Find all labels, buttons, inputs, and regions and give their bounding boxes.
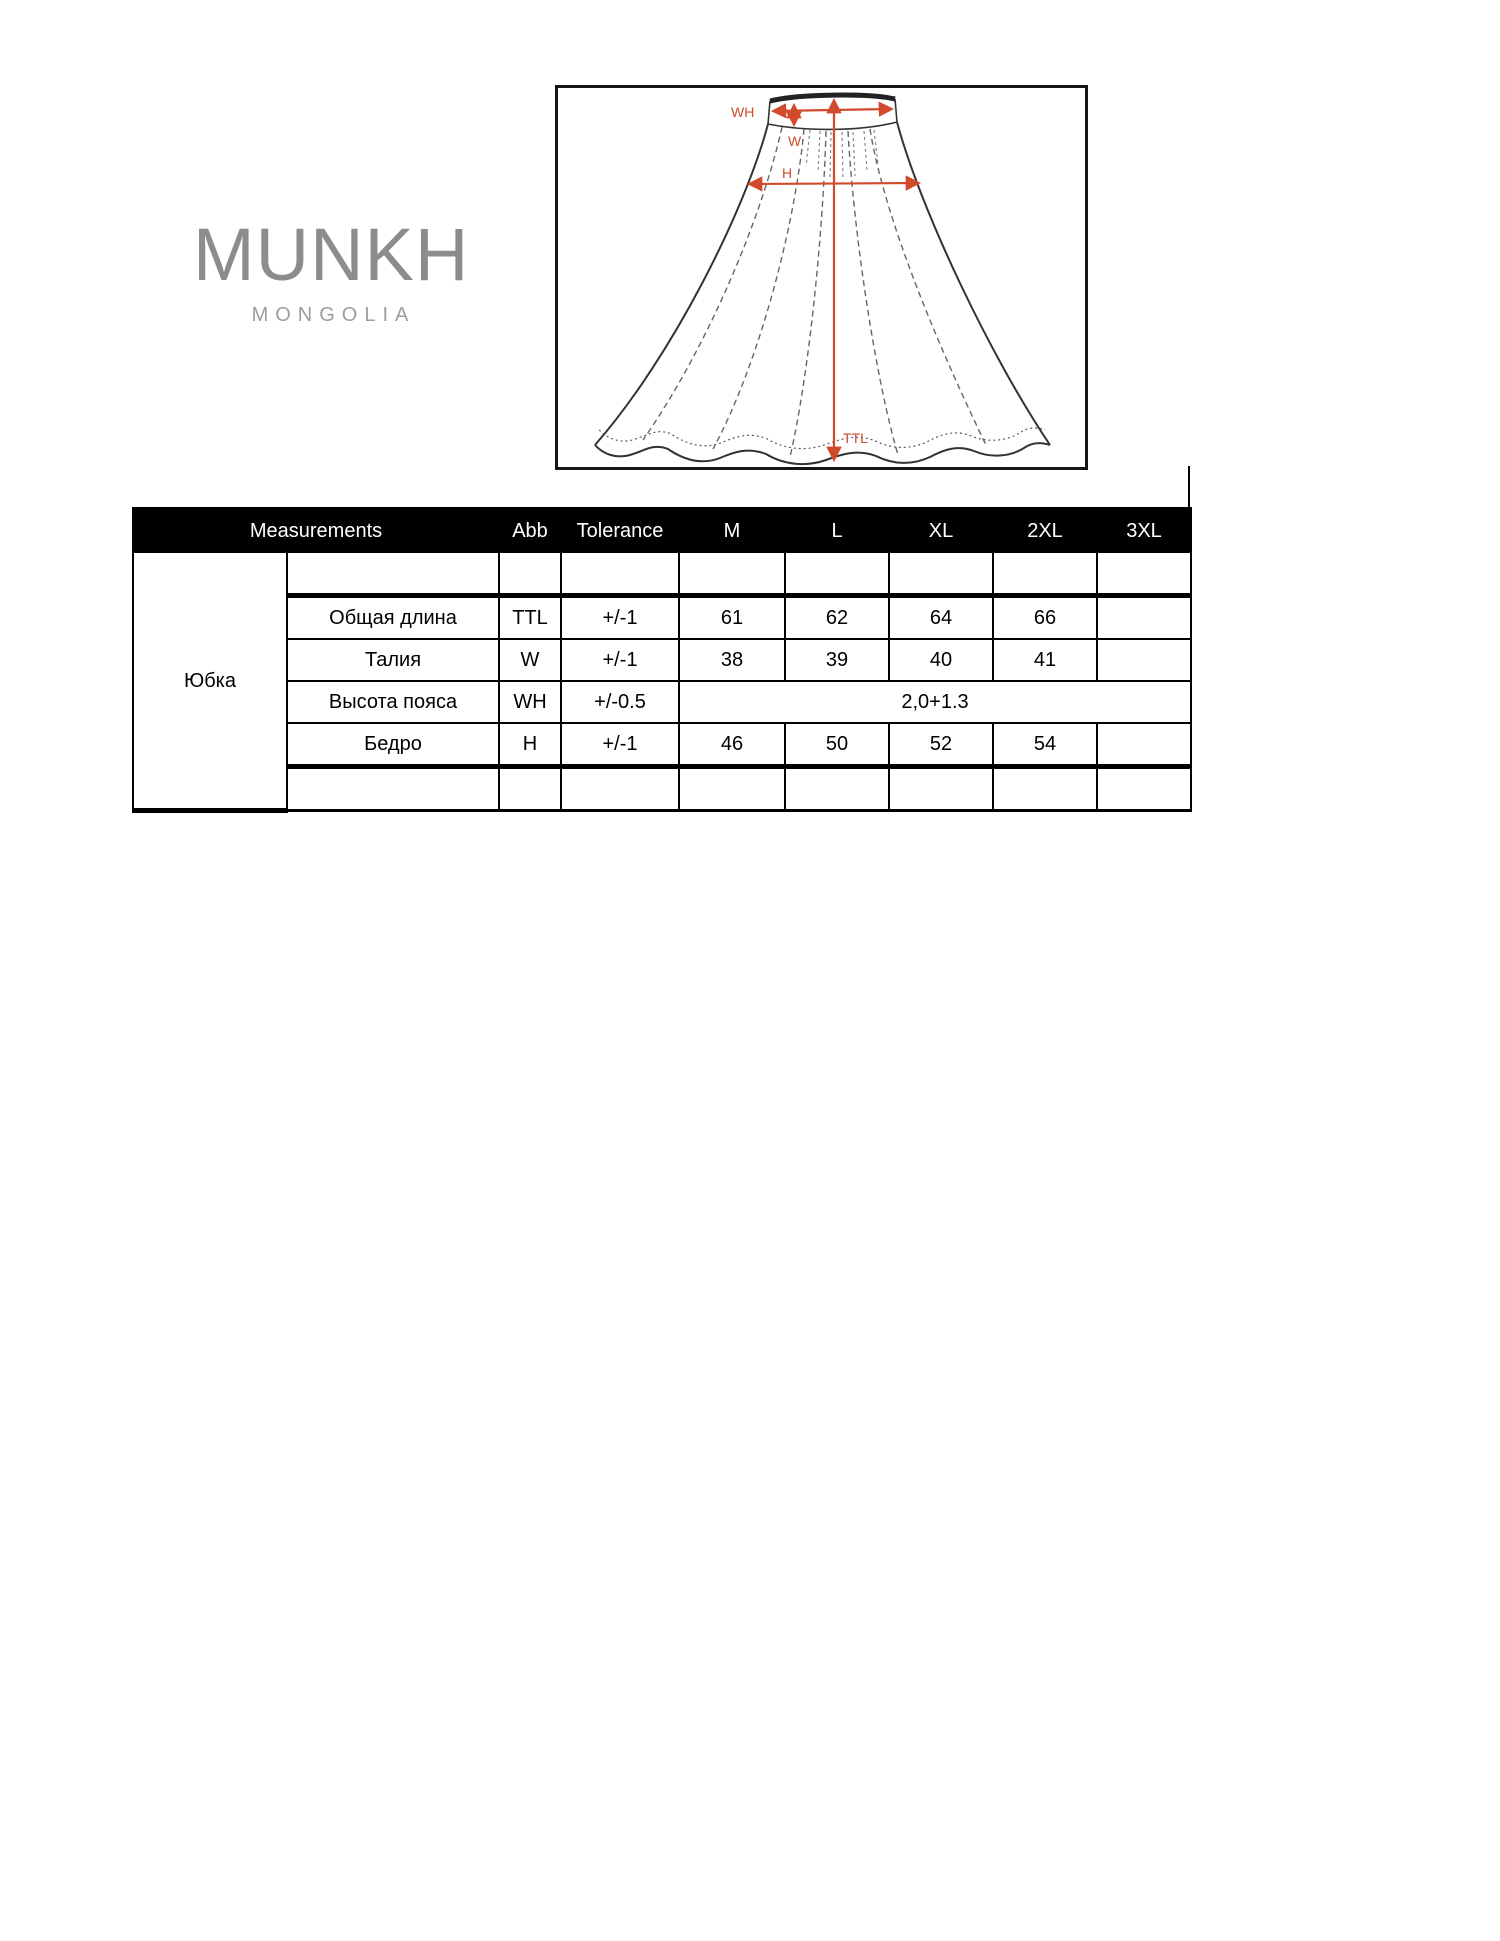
hem-line xyxy=(595,443,1050,464)
empty-cell xyxy=(561,552,679,596)
empty-cell xyxy=(785,767,889,811)
ttl-label: TTL xyxy=(843,430,868,446)
category-cell: Юбка xyxy=(133,552,287,811)
row-tolerance: +/-1 xyxy=(561,596,679,640)
w-label: W xyxy=(788,133,802,149)
measurements-table xyxy=(132,507,1192,813)
row-name: Общая длина xyxy=(287,596,499,640)
value-l: 50 xyxy=(785,723,889,767)
empty-cell xyxy=(287,767,499,811)
brand-name: MUNKH xyxy=(193,213,470,296)
value-2xl: 66 xyxy=(993,596,1097,640)
h-label: H xyxy=(782,165,793,181)
empty-cell xyxy=(993,767,1097,811)
brand-subtitle: MONGOLIA xyxy=(251,304,416,326)
wh-label: WH xyxy=(731,104,755,120)
table-row xyxy=(133,767,1191,811)
brand-logo xyxy=(193,213,470,326)
row-tolerance: +/-1 xyxy=(561,639,679,681)
empty-cell xyxy=(679,767,785,811)
empty-cell xyxy=(1097,552,1191,596)
value-2xl: 41 xyxy=(993,639,1097,681)
value-l: 62 xyxy=(785,596,889,640)
empty-cell xyxy=(785,552,889,596)
skirt-right-edge xyxy=(897,122,1050,445)
empty-cell xyxy=(993,552,1097,596)
row-abb: TTL xyxy=(499,596,561,640)
row-name: Высота пояса xyxy=(287,681,499,723)
empty-cell xyxy=(499,767,561,811)
row-abb: H xyxy=(499,723,561,767)
value-2xl: 54 xyxy=(993,723,1097,767)
value-xl: 52 xyxy=(889,723,993,767)
empty-cell xyxy=(499,552,561,596)
header-size-2xl: 2XL xyxy=(993,509,1097,553)
table-row xyxy=(133,639,1191,681)
row-name: Талия xyxy=(287,639,499,681)
empty-cell xyxy=(287,552,499,596)
panel-seams xyxy=(643,127,986,457)
table-header-row xyxy=(133,509,1191,553)
waist-width-arrow xyxy=(774,109,891,111)
empty-cell xyxy=(679,552,785,596)
empty-cell xyxy=(561,767,679,811)
waist-gathers xyxy=(806,130,878,180)
waistband-top-edge xyxy=(770,95,895,101)
hem-stitch-line xyxy=(599,428,1045,449)
skirt-diagram-box xyxy=(555,85,1088,470)
table-row xyxy=(133,596,1191,640)
waistband-outline xyxy=(768,99,897,129)
value-3xl xyxy=(1097,723,1191,767)
header-measurements: Measurements xyxy=(133,509,499,553)
value-l: 39 xyxy=(785,639,889,681)
table-row xyxy=(133,723,1191,767)
table-right-border-stub xyxy=(1188,466,1190,508)
row-abb: W xyxy=(499,639,561,681)
value-m: 38 xyxy=(679,639,785,681)
empty-cell xyxy=(889,552,993,596)
header-size-m: M xyxy=(679,509,785,553)
header-size-l: L xyxy=(785,509,889,553)
row-name: Бедро xyxy=(287,723,499,767)
value-3xl xyxy=(1097,639,1191,681)
header-abb: Abb xyxy=(499,509,561,553)
row-abb: WH xyxy=(499,681,561,723)
empty-cell xyxy=(889,767,993,811)
row-tolerance: +/-0.5 xyxy=(561,681,679,723)
skirt-left-edge xyxy=(595,124,768,445)
value-m: 46 xyxy=(679,723,785,767)
value-3xl xyxy=(1097,596,1191,640)
table-row xyxy=(133,681,1191,723)
value-xl: 64 xyxy=(889,596,993,640)
header-tolerance: Tolerance xyxy=(561,509,679,553)
table-row xyxy=(133,552,1191,596)
skirt-drawing xyxy=(558,88,1085,467)
header-size-xl: XL xyxy=(889,509,993,553)
empty-cell xyxy=(1097,767,1191,811)
header-size-3xl: 3XL xyxy=(1097,509,1191,553)
value-m: 61 xyxy=(679,596,785,640)
merged-value-cell: 2,0+1.3 xyxy=(679,681,1191,723)
row-tolerance: +/-1 xyxy=(561,723,679,767)
value-xl: 40 xyxy=(889,639,993,681)
